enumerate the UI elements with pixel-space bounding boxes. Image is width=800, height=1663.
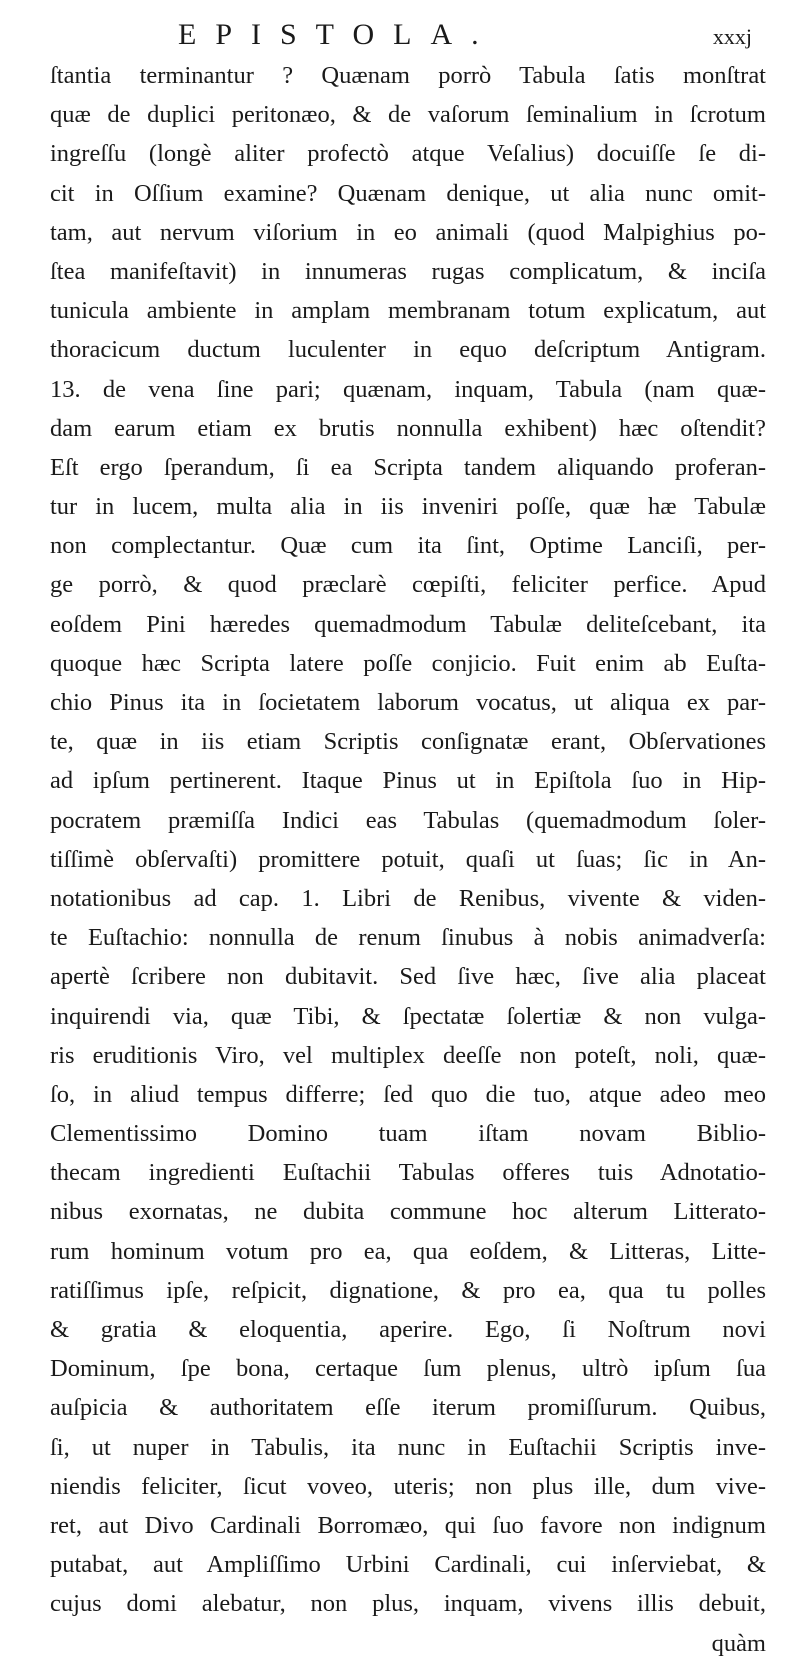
text-line: tur in lucem, multa alia in iis inveniri poſſe, quæ hæ Tabulæ — [50, 493, 766, 521]
text-line: rum hominum votum pro ea, qua eoſdem, & Litteras, Litte- — [50, 1237, 766, 1265]
text-line: ad ipſum pertinerent. Itaque Pinus ut in Epiſtola ſuo in Hip- — [50, 767, 766, 795]
text-line: inquirendi via, quæ Tibi, & ſpectatæ ſolertiæ & non vulga- — [50, 1002, 766, 1030]
text-line: eoſdem Pini hæredes quemadmodum Tabulæ deliteſcebant, ita — [50, 610, 766, 638]
text-line: ſtea manifeſtavit) in innumeras rugas complicatum, & inciſa — [50, 257, 766, 285]
text-line: ingreſſu (longè aliter profectò atque Veſalius) docuiſſe ſe di- — [50, 140, 766, 168]
text-line: Clementissimo Domino tuam iſtam novam Biblio- — [50, 1120, 766, 1148]
text-line: chio Pinus ita in ſocietatem laborum vocatus, ut aliqua ex par- — [50, 689, 766, 716]
text-line: nibus exornatas, ne dubita commune hoc alterum Litterato- — [50, 1198, 766, 1226]
text-line: Dominum, ſpe bona, certaque ſum plenus, ultrò ipſum ſua — [50, 1355, 766, 1383]
text-line: notationibus ad cap. 1. Libri de Renibus, vivente & viden- — [50, 884, 766, 912]
running-head — [0, 14, 800, 54]
text-line: cit in Oſſium examine? Quænam denique, ut alia nunc omit- — [50, 179, 766, 207]
text-line: te Euſtachio: nonnulla de renum ſinubus à nobis animadverſa: — [50, 924, 766, 952]
catchword: quàm — [711, 1629, 766, 1657]
text-line: ſtantia terminantur ? Quænam porrò Tabula ſatis monſtrat — [50, 62, 766, 89]
text-line: pocratem præmiſſa Indici eas Tabulas (quemadmodum ſoler- — [50, 806, 766, 834]
text-line: tam, aut nervum viſorium in eo animali (quod Malpighius po- — [50, 218, 766, 246]
text-line: 13. de vena ſine pari; quænam, inquam, Tabula (nam quæ- — [50, 375, 766, 403]
text-line: ge porrò, & quod præclarè cœpiſti, feliciter perfice. Apud — [50, 571, 766, 599]
text-line: auſpicia & authoritatem eſſe iterum promiſſurum. Quibus, — [50, 1394, 766, 1422]
text-line: tunicula ambiente in amplam membranam totum explicatum, aut — [50, 297, 766, 325]
body-text — [50, 56, 766, 1663]
page-number: xxxj — [712, 24, 752, 49]
text-line: putabat, aut Ampliſſimo Urbini Cardinali, cui inſerviebat, & — [50, 1551, 766, 1579]
text-line: ratiſſimus ipſe, reſpicit, dignatione, & pro ea, qua tu polles — [50, 1276, 766, 1304]
text-line: dam earum etiam ex brutis nonnulla exhibent) hæc oſtendit? — [50, 414, 766, 442]
text-line: Eſt ergo ſperandum, ſi ea Scripta tandem aliquando proferan- — [50, 453, 766, 481]
text-line: thecam ingredienti Euſtachii Tabulas offeres tuis Adnotatio- — [50, 1159, 766, 1187]
text-line: te, quæ in iis etiam Scriptis conſignatæ erant, Obſervationes — [50, 728, 766, 756]
text-line: ſi, ut nuper in Tabulis, ita nunc in Euſtachii Scriptis inve- — [50, 1433, 766, 1461]
text-line: tiſſimè obſervaſti) promittere potuit, quaſi ut ſuas; ſic in An- — [50, 845, 766, 873]
text-line: apertè ſcribere non dubitavit. Sed ſive hæc, ſive alia placeat — [50, 963, 766, 991]
text-line: ſo, in aliud tempus differre; ſed quo die tuo, atque adeo meo — [50, 1080, 766, 1108]
text-line: thoracicum ductum luculenter in equo deſcriptum Antigram. — [50, 336, 766, 364]
running-title: EPISTOLA. — [178, 18, 498, 51]
text-line: ris eruditionis Viro, vel multiplex deeſſe non poteſt, noli, quæ- — [50, 1041, 766, 1069]
text-line: cujus domi alebatur, non plus, inquam, vivens illis debuit, — [50, 1590, 766, 1618]
text-line: quæ de duplici peritonæo, & de vaſorum ſeminalium in ſcrotum — [50, 101, 766, 129]
text-line: & gratia & eloquentia, aperire. Ego, ſi Noſtrum novi — [50, 1316, 766, 1343]
text-line: non complectantur. Quæ cum ita ſint, Optime Lanciſi, per- — [50, 532, 766, 560]
text-line: niendis feliciter, ſicut voveo, uteris; non plus ille, dum vive- — [50, 1472, 766, 1500]
text-line: ret, aut Divo Cardinali Borromæo, qui ſuo favore non indignum — [50, 1511, 766, 1539]
text-line: quoque hæc Scripta latere poſſe conjicio. Fuit enim ab Euſta- — [50, 649, 766, 677]
